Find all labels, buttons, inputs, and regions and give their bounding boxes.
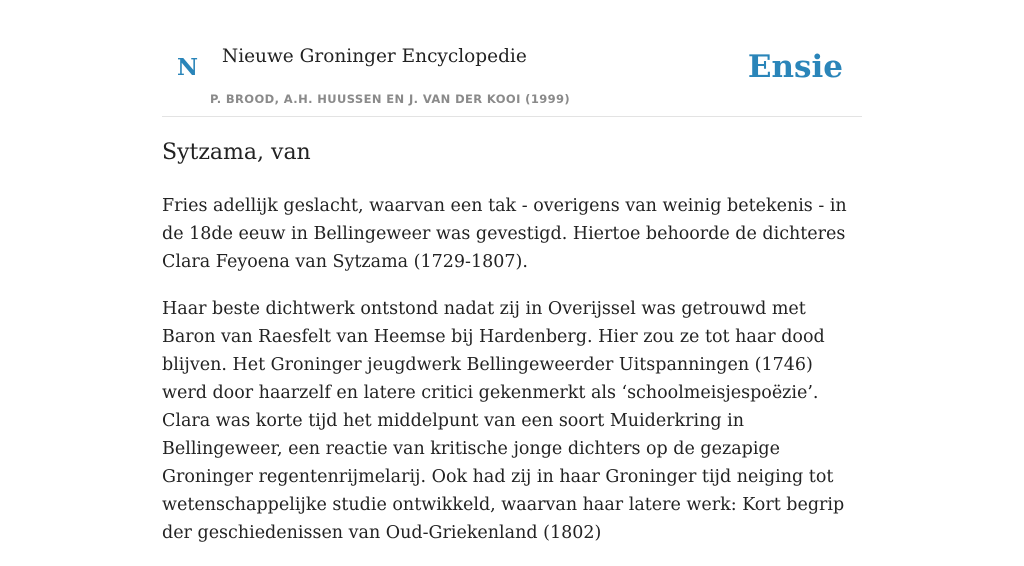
article-paragraph: Haar beste dichtwerk ontstond nadat zij in Overijssel was getrouwd met Baron van Raesfelt van Heemse bij Hardenberg. Hier zou ze tot haar dood blijven. Het Groninger jeugdwerk Bellingeweerder Uitspanningen (1746) werd door haarzelf en latere critici gekenmerkt als ‘schoolmeisjespoëzie’. Clara was korte tijd het middelpunt van een soort Muiderkring in Bellingeweer, een reactie van kritische jonge dichters op de gezapige Groninger regentenrijmelarij. Ook had zij in haar Groninger tijd neiging tot wetenschappelijke studie ontwikkeld, waarvan haar latere werk: Kort begrip der geschiedenissen van Oud-Griekenland (1802): [162, 299, 845, 543]
publication-logo[interactable]: N: [177, 54, 199, 81]
publication-title[interactable]: Nieuwe Groninger Encyclopedie: [222, 46, 527, 67]
article-paragraph: Fries adellijk geslacht, waarvan een tak - overigens van weinig betekenis - in de 18de eeuw in Bellingeweer was gevestigd. Hiertoe behoorde de dichteres Clara Feyoena van Sytzama (1729-1807).: [162, 196, 847, 272]
ensie-logo-link[interactable]: Ensie: [747, 49, 843, 85]
site-header: [162, 0, 862, 117]
publication-authors: P. BROOD, A.H. HUUSSEN EN J. VAN DER KOOI (1999): [210, 92, 571, 106]
article-body: [162, 192, 862, 566]
article-title: Sytzama, van: [162, 140, 311, 165]
